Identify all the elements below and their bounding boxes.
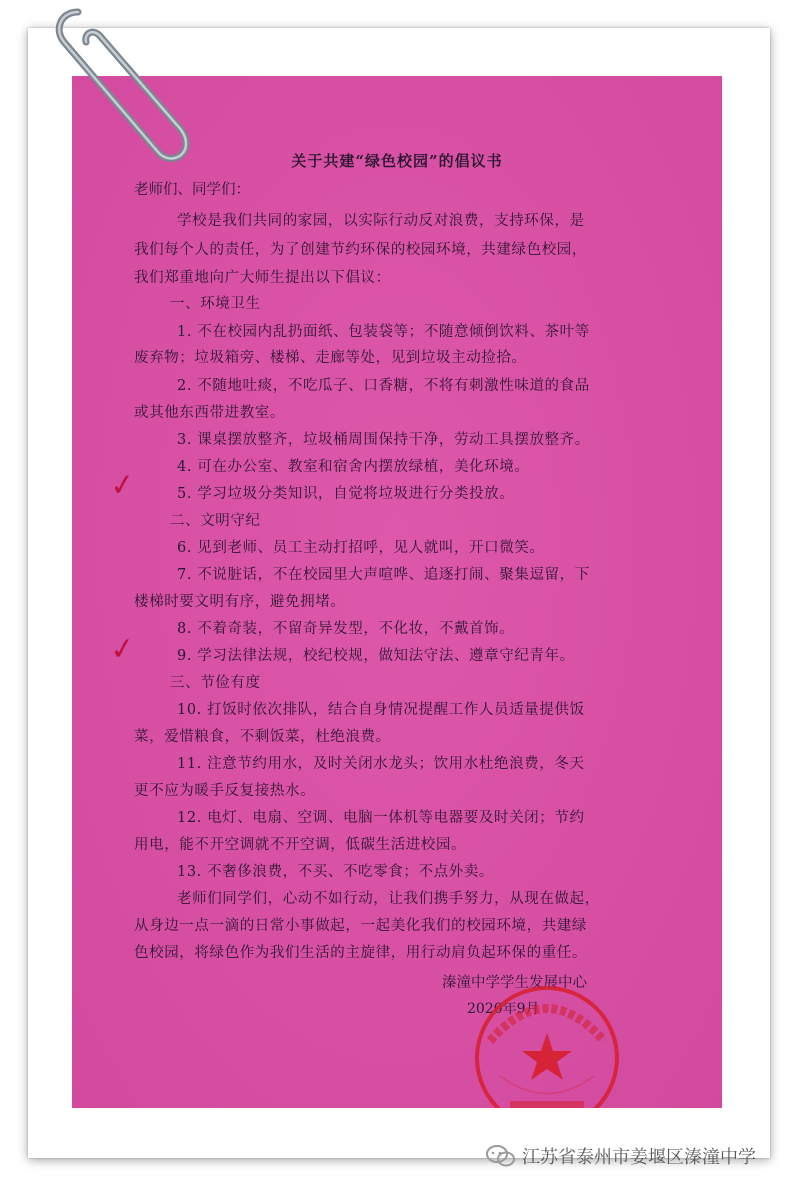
paragraph-line: 色校园，将绿色作为我们生活的主旋律，用行动肩负起环保的重任。 [134,945,587,961]
checkmark-icon: ✓ [107,466,138,505]
paragraph-line: 楼梯时要文明有序，避免拥堵。 [134,594,346,610]
paragraph-line: 6. 见到老师、员工主动打招呼，见人就叫，开口微笑。 [177,540,545,556]
paragraph-line: 8. 不着奇装，不留奇异发型，不化妆，不戴首饰。 [177,621,515,637]
section-heading: 一、环境卫生 [170,296,261,312]
paragraph-line: 12. 电灯、电扇、空调、电脑一体机等电器要及时关闭；节约 [177,810,585,826]
wechat-icon [486,1145,516,1167]
paragraph-line: 7. 不说脏话，不在校园里大声喧哗、追逐打闹、聚集逗留，下 [177,567,590,583]
paragraph-line: 1. 不在校园内乱扔面纸、包装袋等；不随意倾倒饮料、茶叶等 [177,324,590,340]
paragraph-line: 5. 学习垃圾分类知识，自觉将垃圾进行分类投放。 [177,486,515,502]
wechat-watermark [486,1143,756,1169]
document-paper [72,76,722,1108]
paragraph-line: 更不应为暖手反复接热水。 [134,783,316,799]
section-heading: 二、文明守纪 [170,513,261,529]
paragraph-line: 学校是我们共同的家园，以实际行动反对浪费，支持环保，是 [177,213,585,229]
paragraph-line: 废弃物；垃圾箱旁、楼梯、走廊等处，见到垃圾主动捡拾。 [134,350,527,366]
paragraph-line: 老师们同学们，心动不如行动，让我们携手努力，从现在做起， [177,891,600,907]
paragraph-line: 2. 不随地吐痰，不吃瓜子、口香糖，不将有刺激性味道的食品 [177,378,590,394]
paragraph-line: 4. 可在办公室、教室和宿舍内摆放绿植，美化环境。 [177,459,530,475]
paragraph-line: 13. 不奢侈浪费，不买、不吃零食；不点外卖。 [177,864,494,880]
paragraph-line: 3. 课桌摆放整齐，垃圾桶周围保持干净，劳动工具摆放整齐。 [177,432,590,448]
paragraph-line: 9. 学习法律法规，校纪校规，做知法守法、遵章守纪青年。 [177,648,575,664]
signature-org: 溱潼中学学生发展中心 [442,975,587,991]
paragraph-line: 11. 注意节约用水，及时关闭水龙头；饮用水杜绝浪费，冬天 [177,756,585,772]
paragraph-line: 10. 打饭时依次排队，结合自身情况提醒工作人员适量提供饭 [177,702,585,718]
paragraph-line: 从身边一点一滴的日常小事做起，一起美化我们的校园环境，共建绿 [134,918,587,934]
paperclip-icon [40,0,190,170]
paragraph-line: 或其他东西带进教室。 [134,405,285,421]
salutation: 老师们、同学们： [134,182,250,198]
paragraph-line: 我们每个人的责任，为了创建节约环保的校园环境，共建绿色校园， [134,242,587,258]
document-title: 关于共建“绿色校园”的倡议书 [291,152,503,170]
section-heading: 三、节俭有度 [170,675,261,691]
official-seal-icon [470,981,625,1108]
paragraph-line: 菜，爱惜粮食，不剩饭菜，杜绝浪费。 [134,729,391,745]
paragraph-line: 用电，能不开空调就不开空调，低碳生活进校园。 [134,837,467,853]
paragraph-line: 我们郑重地向广大师生提出以下倡议： [134,270,391,286]
signature-date: 2020年9月 [467,1001,540,1017]
watermark-text: 江苏省泰州市姜堰区溱潼中学 [522,1147,756,1168]
checkmark-icon: ✓ [107,630,138,669]
